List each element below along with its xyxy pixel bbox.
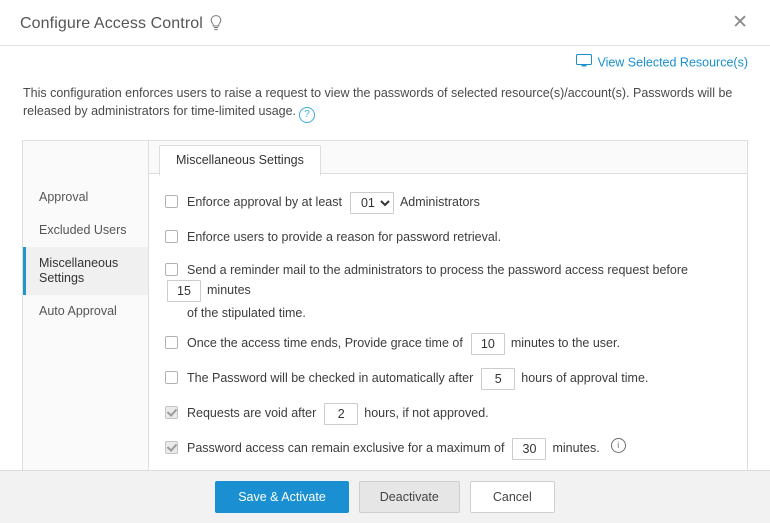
cancel-button[interactable]: Cancel <box>470 481 555 513</box>
option-enforce-approval <box>165 192 731 214</box>
option-enforce-reason <box>165 227 731 247</box>
exclusive-minutes-input[interactable] <box>512 438 546 460</box>
dialog-footer <box>0 470 770 523</box>
requests-void-hours-input[interactable] <box>324 403 358 425</box>
sidebar-item-approval[interactable]: Approval <box>39 190 89 204</box>
option-auto-checkin-label: The Password will be checked in automatically after <box>187 371 474 385</box>
checkbox-enforce-reason[interactable] <box>165 230 178 243</box>
tab-strip <box>149 141 747 174</box>
option-enforce-approval-suffix: Administrators <box>399 195 480 209</box>
monitor-icon <box>576 54 592 70</box>
close-icon[interactable]: ✕ <box>732 12 748 33</box>
grace-time-input[interactable] <box>471 333 505 355</box>
description-text <box>0 74 769 123</box>
option-exclusive-access <box>165 438 731 460</box>
help-icon[interactable]: ? <box>299 107 315 123</box>
option-requests-void <box>165 403 731 425</box>
option-auto-checkin <box>165 368 731 390</box>
option-enforce-approval-label: Enforce approval by at least <box>187 195 342 209</box>
option-grace-time-label: Once the access time ends, Provide grace time of <box>187 336 463 350</box>
option-grace-time-suffix: minutes to the user. <box>510 336 620 350</box>
sidebar-item-auto-approval[interactable]: Auto Approval <box>39 304 117 318</box>
option-grace-time <box>165 333 731 355</box>
option-requests-void-suffix: hours, if not approved. <box>364 406 489 420</box>
option-reminder-mail-suffix: minutes <box>207 283 251 297</box>
checkbox-auto-checkin[interactable] <box>165 371 178 384</box>
dialog-header <box>0 0 770 46</box>
auto-checkin-hours-input[interactable] <box>481 368 515 390</box>
option-requests-void-label: Requests are void after <box>187 406 317 420</box>
checkbox-grace-time[interactable] <box>165 336 178 349</box>
option-reminder-mail-second-line: of the stipulated time. <box>187 306 306 320</box>
checkbox-requests-void <box>165 406 178 419</box>
description-body: This configuration enforces users to raise a request to view the passwords of selected resource(s)/account(s). Passwords will be released by administrators for time-limited usage. <box>23 86 733 118</box>
administrators-count-select[interactable] <box>350 192 394 214</box>
option-reminder-mail <box>165 260 731 302</box>
checkbox-reminder-mail[interactable] <box>165 263 178 276</box>
save-and-activate-button[interactable]: Save & Activate <box>215 481 349 513</box>
info-icon[interactable]: i <box>611 438 626 453</box>
reminder-minutes-input[interactable] <box>167 280 201 302</box>
option-exclusive-access-suffix: minutes. <box>552 441 600 455</box>
option-exclusive-access-label: Password access can remain exclusive for a maximum of <box>187 441 505 455</box>
miscellaneous-settings-content <box>149 174 747 488</box>
view-selected-resources-row <box>0 46 770 74</box>
option-enforce-reason-label: Enforce users to provide a reason for password retrieval. <box>187 230 502 244</box>
checkbox-exclusive-access <box>165 441 178 454</box>
sidebar-item-excluded-users[interactable]: Excluded Users <box>39 223 127 237</box>
option-auto-checkin-suffix: hours of approval time. <box>521 371 649 385</box>
sidebar-item-miscellaneous-settings[interactable]: Miscellaneous Settings <box>23 247 148 295</box>
checkbox-enforce-approval[interactable] <box>165 195 178 208</box>
settings-body <box>22 140 748 488</box>
deactivate-button[interactable]: Deactivate <box>359 481 460 513</box>
page-title: Configure Access Control <box>20 14 203 32</box>
view-selected-resources-link[interactable]: View Selected Resource(s) <box>597 55 748 70</box>
tab-miscellaneous-settings[interactable]: Miscellaneous Settings <box>159 145 321 176</box>
option-reminder-mail-label: Send a reminder mail to the administrators to process the password access request before <box>187 263 688 277</box>
settings-panel <box>149 141 747 488</box>
settings-sidebar <box>23 141 149 488</box>
bulb-icon <box>210 15 222 34</box>
